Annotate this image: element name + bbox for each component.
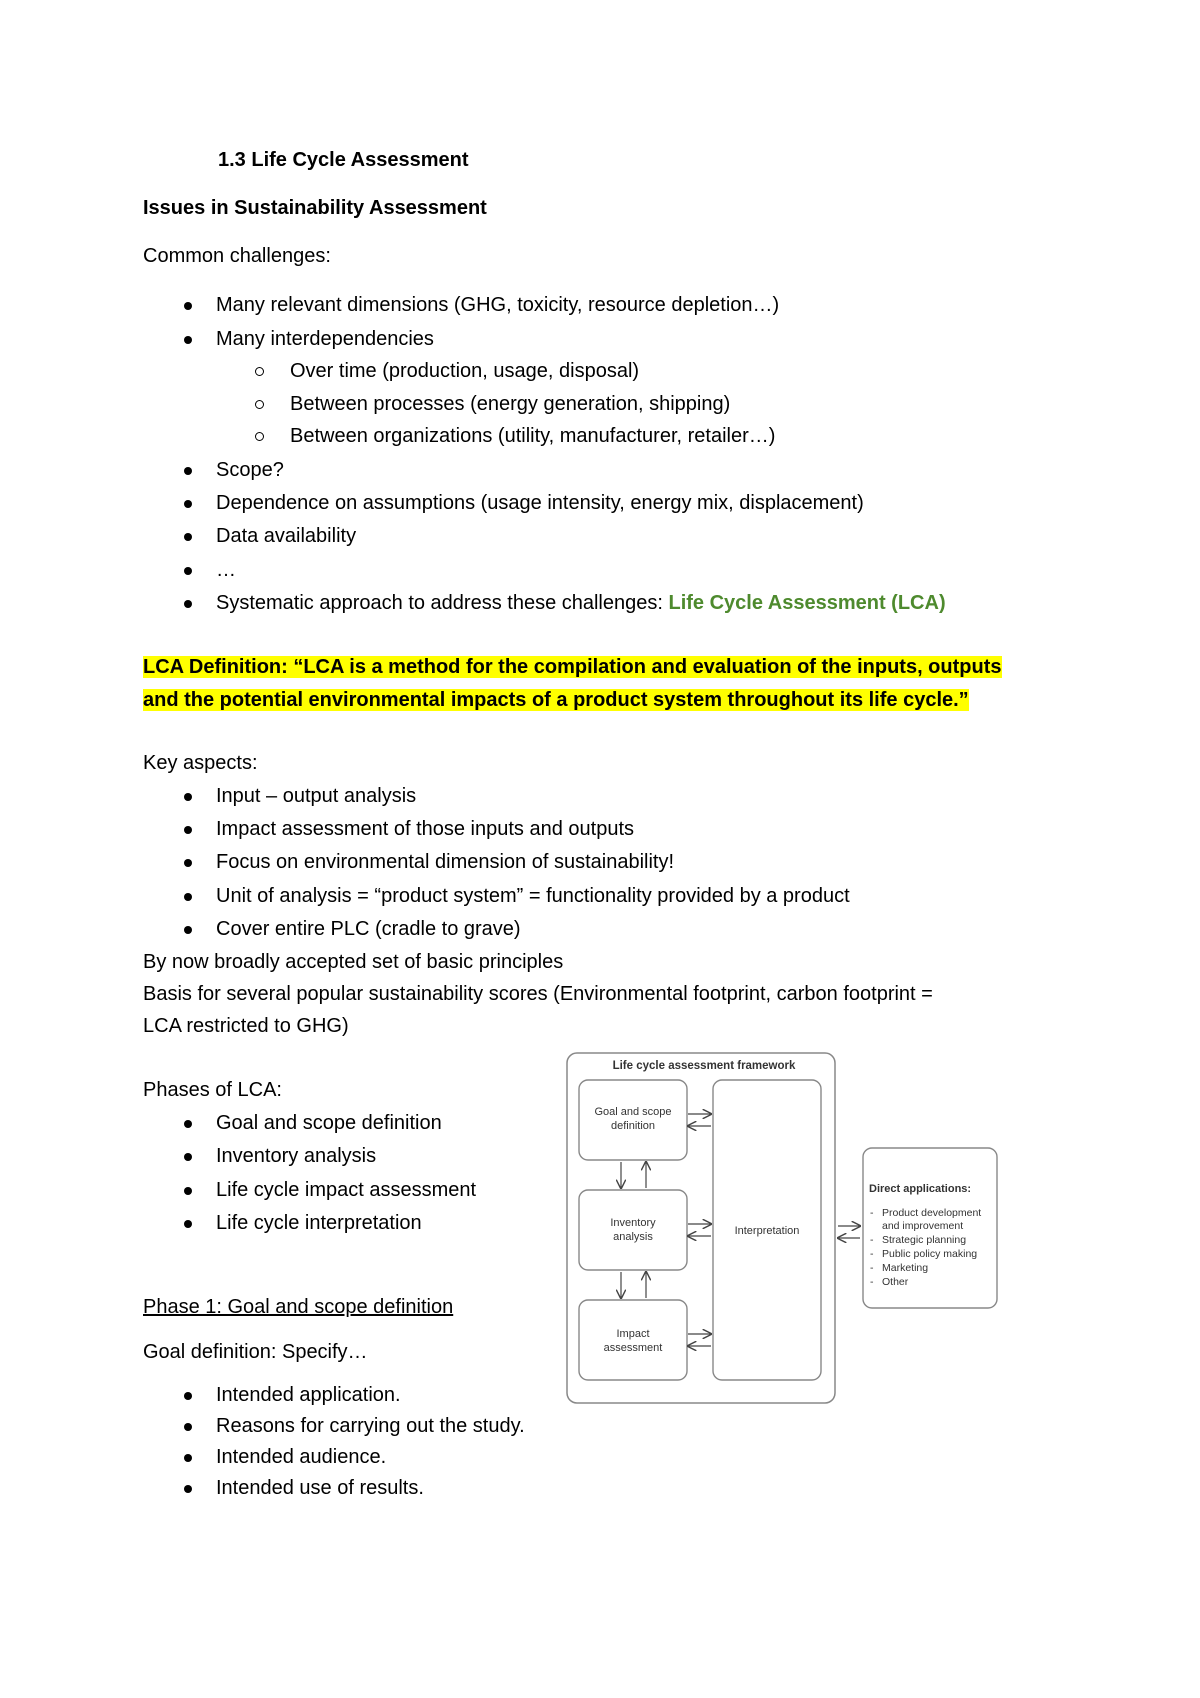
bullet-icon <box>184 826 192 834</box>
list-item: Life cycle interpretation <box>216 1212 422 1234</box>
list-item: Many relevant dimensions (GHG, toxicity, resource depletion…) <box>216 294 780 316</box>
basis-text: Basis for several popular sustainability scores (Environmental footprint, carbon footprint = <box>143 983 933 1005</box>
bullet-icon <box>184 1485 192 1493</box>
list-item <box>216 590 946 616</box>
bullet-icon <box>184 600 192 608</box>
list-item: Data availability <box>216 525 357 547</box>
direct-item: Public policy making <box>882 1248 978 1260</box>
direct-item: Strategic planning <box>882 1234 967 1246</box>
impact-box-label: Impact <box>616 1328 650 1340</box>
subheading: Issues in Sustainability Assessment <box>143 197 487 219</box>
bullet-icon <box>184 1187 192 1195</box>
interpretation-label: Interpretation <box>734 1225 800 1237</box>
phase1-title: Phase 1: Goal and scope definition <box>143 1296 454 1318</box>
key-aspects-label: Key aspects: <box>143 752 258 774</box>
circle-bullet-icon <box>255 432 264 441</box>
principles-text: By now broadly accepted set of basic principles <box>143 951 564 973</box>
bullet-icon <box>184 1423 192 1431</box>
list-item: Intended audience. <box>216 1446 387 1468</box>
dash-icon: - <box>870 1276 874 1288</box>
lca-framework-diagram <box>566 1052 1000 1408</box>
section-heading: 1.3 Life Cycle Assessment <box>218 149 469 171</box>
goal-box-label: definition <box>610 1120 656 1132</box>
impact-box-label: assessment <box>603 1342 663 1354</box>
figure-title: Life cycle assessment framework <box>612 1060 796 1072</box>
basis-text: LCA restricted to GHG) <box>143 1015 349 1037</box>
bullet-icon <box>184 1454 192 1462</box>
definition-line <box>143 654 1002 680</box>
list-item: Unit of analysis = “product system” = functionality provided by a product <box>216 885 850 907</box>
list-item: Cover entire PLC (cradle to grave) <box>216 918 521 940</box>
inventory-box-label: Inventory <box>610 1217 656 1229</box>
bullet-icon <box>184 926 192 934</box>
circle-bullet-icon <box>255 367 264 376</box>
systematic-text: Systematic approach to address these challenges: <box>216 592 669 614</box>
impact-box <box>579 1300 687 1380</box>
bullet-icon <box>184 1392 192 1400</box>
direct-item: Marketing <box>882 1262 929 1274</box>
phases-label: Phases of LCA: <box>143 1079 282 1101</box>
direct-item: Product development <box>882 1207 982 1219</box>
sub-list-item: Over time (production, usage, disposal) <box>290 360 640 382</box>
list-item: Impact assessment of those inputs and outputs <box>216 818 635 840</box>
bullet-icon <box>184 500 192 508</box>
common-challenges-label: Common challenges: <box>143 245 331 267</box>
sub-list-item: Between processes (energy generation, shipping) <box>290 393 731 415</box>
dash-icon: - <box>870 1262 874 1274</box>
list-item: Many interdependencies <box>216 328 434 350</box>
direct-item: Other <box>882 1276 909 1288</box>
inventory-box <box>579 1190 687 1270</box>
bullet-icon <box>184 467 192 475</box>
list-item: Focus on environmental dimension of sustainability! <box>216 851 675 873</box>
definition-line <box>143 687 969 713</box>
list-item: Life cycle impact assessment <box>216 1179 477 1201</box>
bullet-icon <box>184 1153 192 1161</box>
direct-item: and improvement <box>882 1220 964 1232</box>
list-item: Dependence on assumptions (usage intensity, energy mix, displacement) <box>216 492 864 514</box>
bullet-icon <box>184 893 192 901</box>
direct-applications-title: Direct applications: <box>869 1183 972 1195</box>
list-item: Reasons for carrying out the study. <box>216 1415 525 1437</box>
dash-icon: - <box>870 1234 874 1246</box>
list-item: Scope? <box>216 459 284 481</box>
list-item: Intended use of results. <box>216 1477 424 1499</box>
goal-definition-label: Goal definition: Specify… <box>143 1341 368 1363</box>
bullet-icon <box>184 859 192 867</box>
definition-highlight: and the potential environmental impacts of a product system throughout its life cycle.” <box>143 689 969 711</box>
circle-bullet-icon <box>255 400 264 409</box>
definition-highlight: LCA Definition: “LCA is a method for the compilation and evaluation of the inputs, outputs <box>143 656 1002 678</box>
bullet-icon <box>184 567 192 575</box>
list-item: Intended application. <box>216 1384 401 1406</box>
bullet-icon <box>184 302 192 310</box>
inventory-box-label: analysis <box>613 1231 653 1243</box>
bullet-icon <box>184 533 192 541</box>
bullet-icon <box>184 336 192 344</box>
list-item: Goal and scope definition <box>216 1112 442 1134</box>
goal-box-label: Goal and scope <box>594 1106 672 1118</box>
list-item: … <box>216 559 236 581</box>
bullet-icon <box>184 1220 192 1228</box>
lca-term: Life Cycle Assessment (LCA) <box>668 592 946 614</box>
bullet-icon <box>184 793 192 801</box>
list-item: Input – output analysis <box>216 785 417 807</box>
bullet-icon <box>184 1120 192 1128</box>
dash-icon: - <box>870 1207 874 1219</box>
list-item: Inventory analysis <box>216 1145 377 1167</box>
sub-list-item: Between organizations (utility, manufacturer, retailer…) <box>290 425 776 447</box>
dash-icon: - <box>870 1248 874 1260</box>
